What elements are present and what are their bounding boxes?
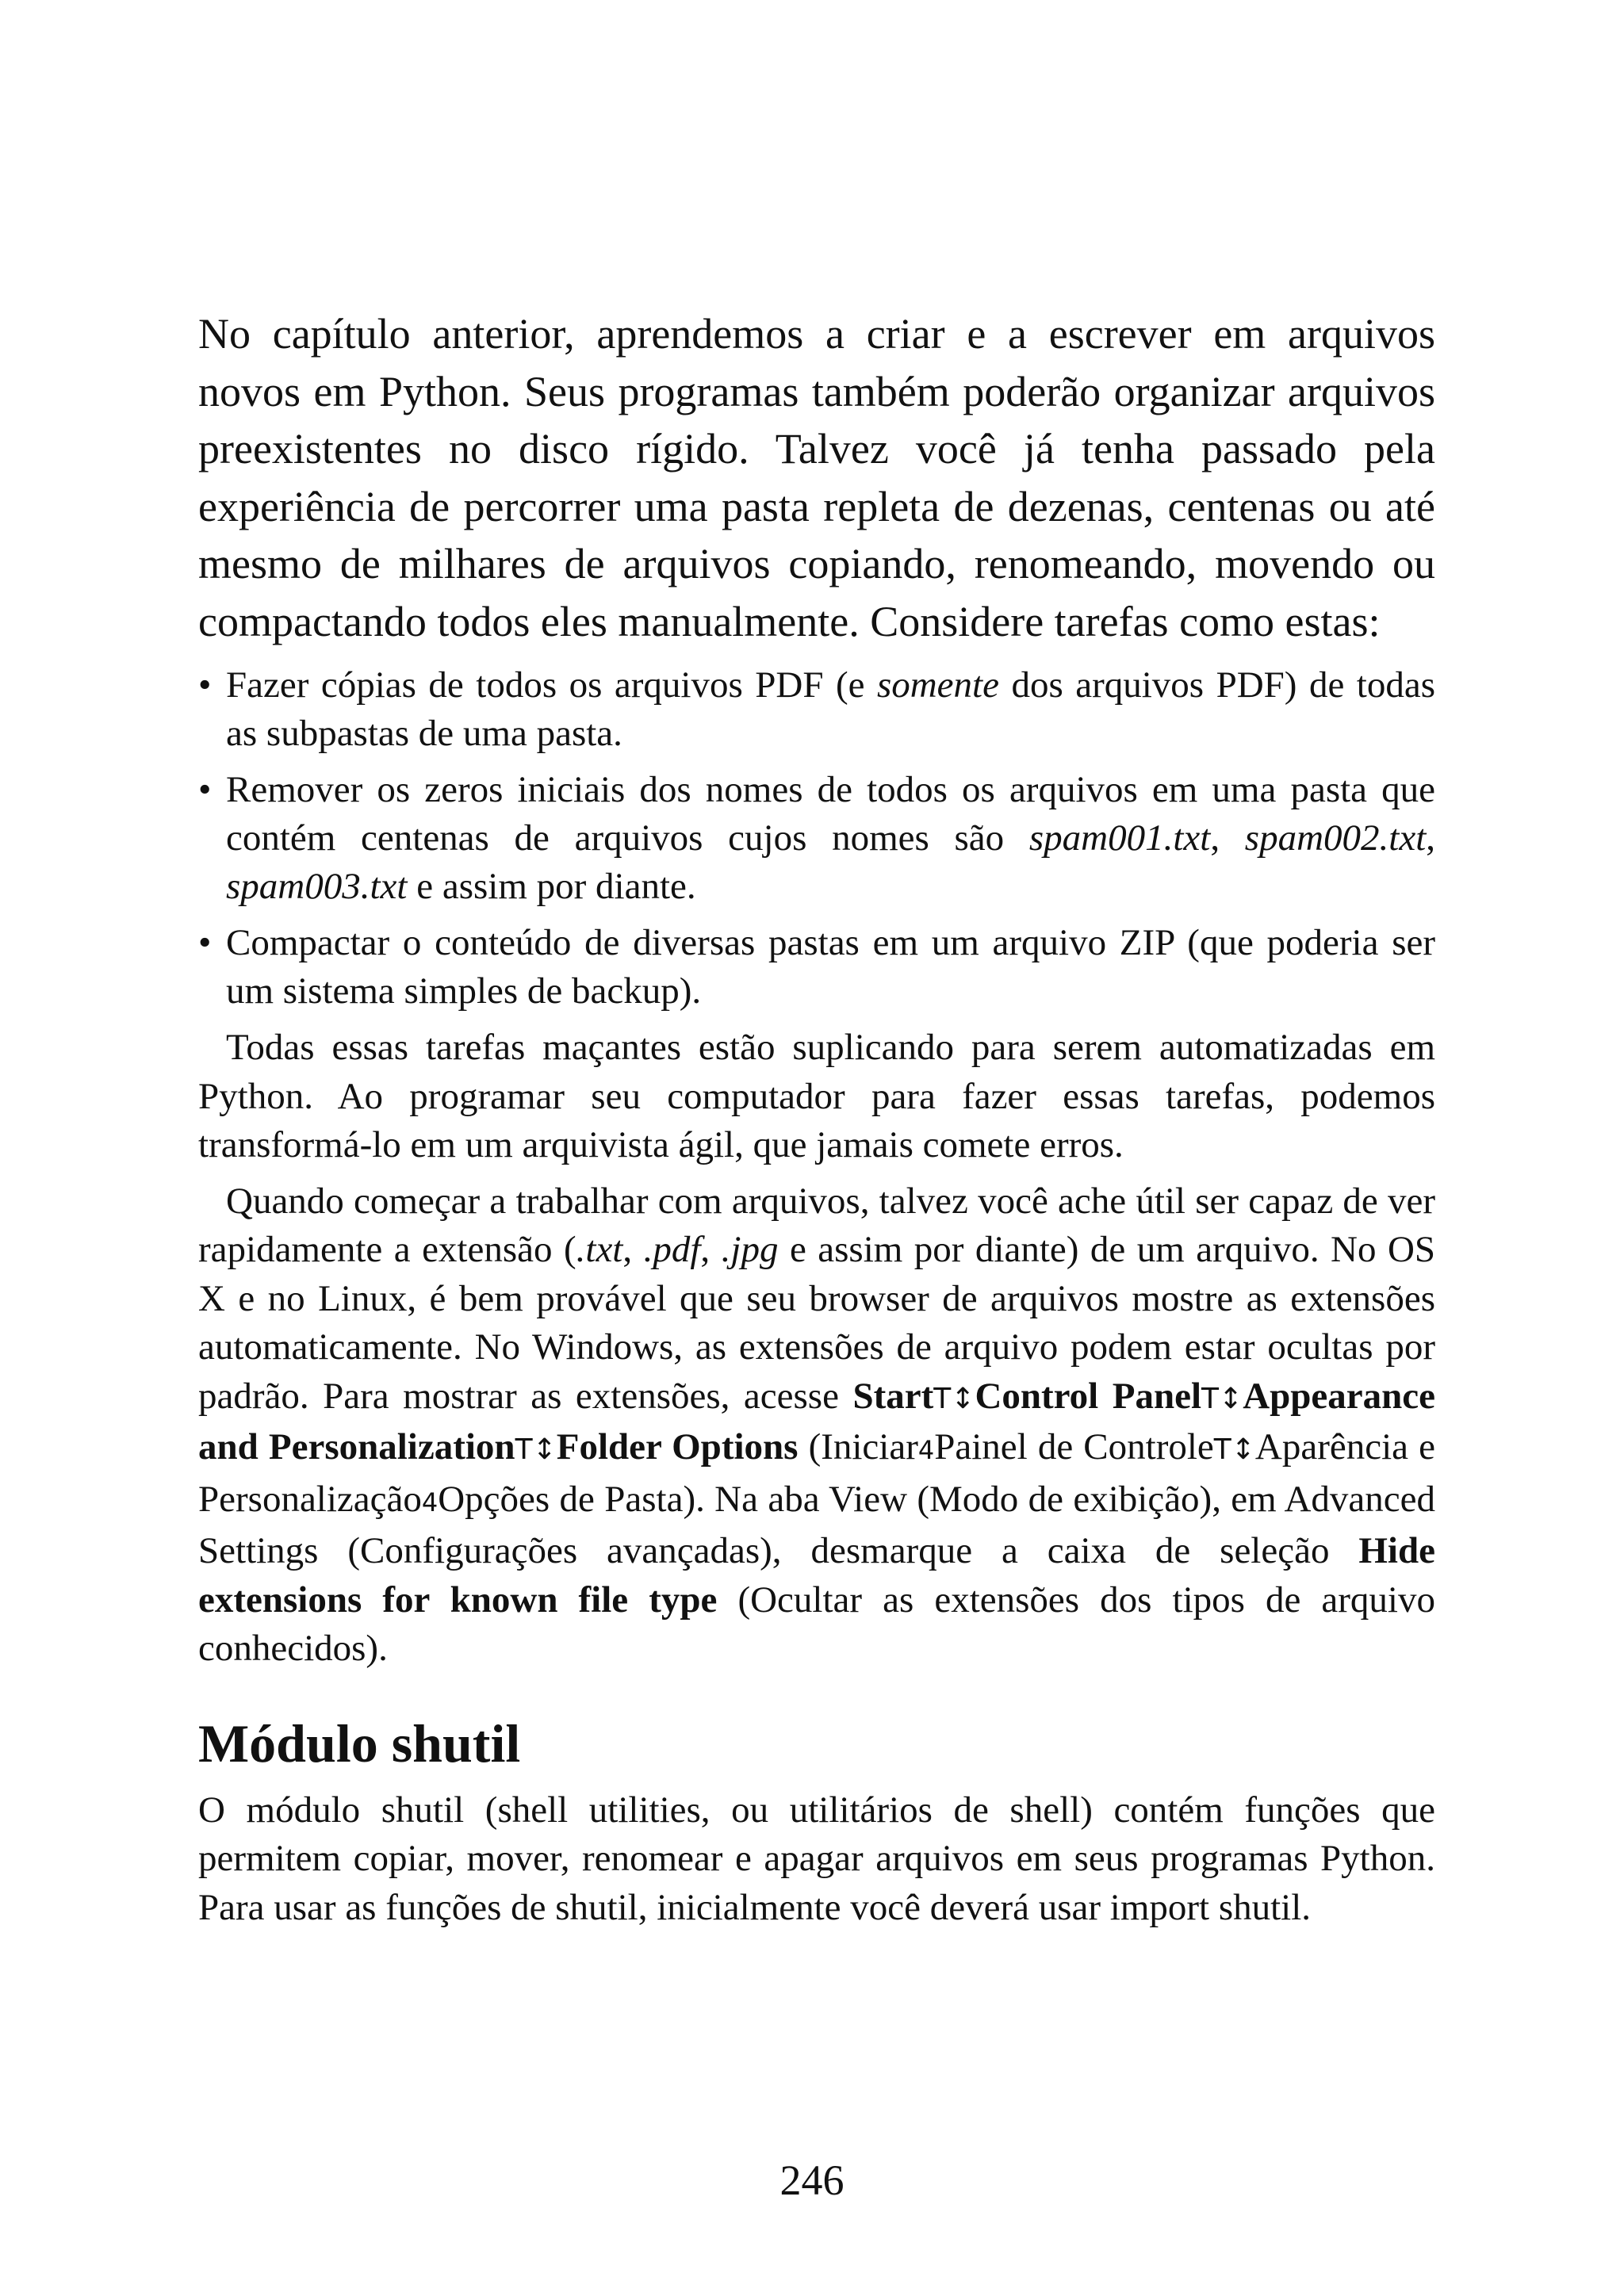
- menu-folder-options: Folder Options: [556, 1426, 799, 1468]
- section-heading: Módulo shutil: [198, 1712, 521, 1774]
- paragraph-text: Painel de Controle: [934, 1426, 1214, 1468]
- menu-control-panel: Control Panel: [975, 1375, 1202, 1417]
- paragraph-text: Opções de Pasta). Na aba View (Modo de exibição), em Advanced Settings (Configurações avançadas), desmarque a caixa de seleção: [198, 1478, 1435, 1571]
- paragraph-automation: Todas essas tarefas maçantes estão suplicando para serem automatizadas em Python. Ao programar seu computador para fazer essas tarefas, podemos transformá-lo em um arquivista ágil, que jamais comete erros.: [198, 1027, 1435, 1165]
- list-item: [198, 766, 1435, 911]
- extension-pdf: .pdf: [643, 1229, 701, 1270]
- paragraph-text: Aparência e Personalização: [198, 1426, 1435, 1520]
- extension-jpg: .jpg: [721, 1229, 779, 1270]
- intro-paragraph: No capítulo anterior, aprendemos a criar e a escrever em arquivos novos em Python. Seus programas também poderão organizar arquivos preexistentes no disco rígido. Talvez você já tenha passado pela experiência de percorrer uma pasta repleta de dezenas, centenas ou até mesmo de milhares de arquivos copiando, renomeando, movendo ou compactando todos eles manualmente. Considere tarefas como estas:: [198, 310, 1435, 645]
- paragraph-separator: ,: [622, 1229, 644, 1270]
- page-body: [198, 305, 1435, 1932]
- list-item-emphasis: somente: [876, 664, 999, 706]
- task-list: [198, 661, 1435, 1016]
- menu-arrow-icon: T↕: [933, 1382, 975, 1415]
- paragraph-text: (Iniciar: [798, 1426, 918, 1468]
- bullet-icon: •: [198, 664, 212, 706]
- list-item: [198, 919, 1435, 1016]
- option-hide-extensions: Hide extensions for known file type: [198, 1530, 1435, 1621]
- menu-arrow-icon: T↕: [1213, 1433, 1255, 1466]
- paragraph-extensions: [198, 1177, 1435, 1674]
- paragraph-text: e assim por diante) de um arquivo. No OS X e no Linux, é bem provável que seu browser de arquivos mostre as extensões automaticamente. No Windows, as extensões de arquivo podem estar ocultas por padrão. Para mostrar as extensões, acesse: [198, 1229, 1436, 1417]
- paragraph-text: Quando começar a trabalhar com arquivos, talvez você ache útil ser capaz de ver rapidamente a extensão (: [198, 1180, 1435, 1270]
- list-item-separator: ,: [1426, 817, 1436, 859]
- filename-spam001: spam001.txt: [1028, 817, 1211, 859]
- list-item-text: dos arquivos PDF) de todas as subpastas de uma pasta.: [226, 664, 1436, 754]
- paragraph-text: (Ocultar as extensões dos tipos de arquivo conhecidos).: [198, 1578, 1435, 1669]
- list-item-separator: ,: [1210, 817, 1245, 859]
- list-item-text: e assim por diante.: [407, 866, 696, 907]
- menu-arrow-icon: 4: [917, 1435, 935, 1465]
- menu-arrow-icon: T↕: [515, 1433, 557, 1466]
- extension-txt: .txt: [576, 1229, 623, 1270]
- list-item-text: Remover os zeros iniciais dos nomes de todos os arquivos em uma pasta que contém centenas de arquivos cujos nomes são: [226, 769, 1435, 859]
- menu-appearance: Appearance and Personalization: [198, 1375, 1435, 1468]
- bullet-icon: •: [198, 922, 212, 963]
- list-item: [198, 661, 1435, 758]
- menu-start: Start: [852, 1375, 934, 1417]
- paragraph-shutil: O módulo shutil (shell utilities, ou utilitários de shell) contém funções que permitem copiar, mover, renomear e apagar arquivos em seus programas Python. Para usar as funções de shutil, inicialmente você deverá usar import shutil.: [198, 1789, 1435, 1928]
- filename-spam003: spam003.txt: [226, 866, 408, 907]
- bullet-icon: •: [198, 769, 212, 810]
- filename-spam002: spam002.txt: [1244, 817, 1427, 859]
- paragraph-separator: ,: [700, 1229, 722, 1270]
- list-item-text: Compactar o conteúdo de diversas pastas em um arquivo ZIP (que poderia ser um sistema simples de backup).: [226, 922, 1435, 1012]
- menu-arrow-icon: T↕: [1201, 1382, 1243, 1415]
- menu-arrow-icon: 4: [421, 1487, 439, 1517]
- page-number: 246: [779, 2156, 845, 2204]
- list-item-text: Fazer cópias de todos os arquivos PDF (e: [226, 664, 877, 706]
